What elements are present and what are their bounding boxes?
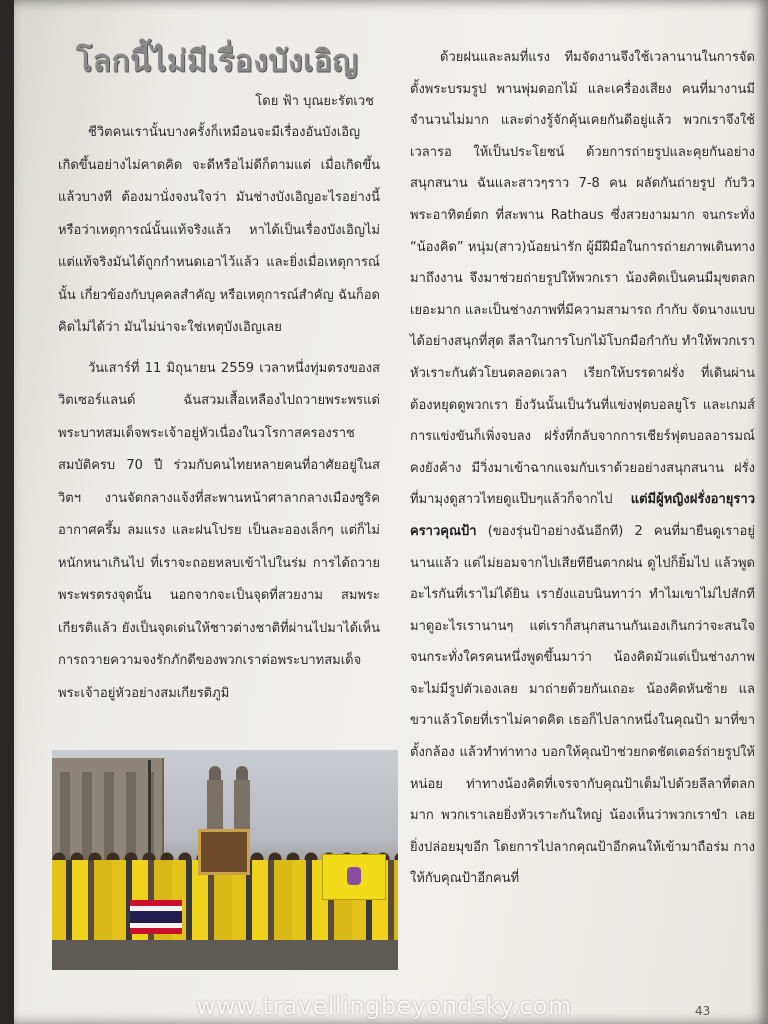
article-byline: โดย ฟ้า บุณยะรัตเวช	[255, 94, 374, 109]
group-photo	[52, 750, 398, 970]
right-column	[410, 42, 755, 895]
bold-highlight: แต่มีผู้หญิงฝรั่งอายุราวคราวคุณป้า	[410, 492, 755, 539]
paragraph-photo-story	[410, 42, 755, 895]
page-number: 43	[695, 1004, 711, 1018]
photo-ground	[52, 940, 398, 970]
left-column	[58, 40, 380, 710]
article-title: โลกนี้ไม่มีเรื่องบังเอิญ	[76, 44, 359, 79]
paragraph-text: (ของรุ่นป้าอย่างฉันอีกที) 2 คนที่มายืนดูเราอยู่นานแล้ว แต่ไม่ยอมจากไปเสียทียืนตากฝน ดูไปก็ยิ้มไป แล้วพูดอะไรกันที่เราไม่ได้ยิน เรายังแอบนินทาว่า ทำไมเขาไม่ไปสักที มาดูอะไรเรานานๆ แต่เราก็สนุกสนานกันเองเกินกว่าจะสนใจ จนกระทั่งใครคนหนึ่งพูดขึ้นมาว่า น้องคิดมัวแต่เป็นช่างภาพ จะไม่มีรูปตัวเองเลย มาถ่ายด้วยกันเถอะ น้องคิดหันซ้าย แลขวาแล้วโดยที่เราไม่คาดคิด เธอก็ไปลากหนึ่งในคุณป้า มาที่ขาตั้งกล้อง แล้วทำท่าทาง บอกให้คุณป้าช่วยกดชัตเตอร์ถ่ายรูปให้หน่อย ท่าทางน้องคิดที่เจรจากับคุณป้าเต็มไปด้วยลีลาที่ตลกมาก พวกเราเลยยิ่งหัวเราะกันใหญ่ น้องเห็นว่าพวกเราขำ เลยยิ่งปล่อยมุขอีก โดยการไปลากคุณป้าอีกคนให้เข้ามาถือร่ม กางให้กับคุณป้าอีกคนที่	[410, 523, 755, 887]
photo-thai-flag	[130, 900, 182, 934]
paragraph-event: วันเสาร์ที่ 11 มิถุนายน 2559 เวลาหนึ่งทุ่มตรงของสวิตเซอร์แลนด์ ฉันสวมเสื้อเหลืองไปถวายพระพรแด่พระบาทสมเด็จพระเจ้าอยู่หัวเนื่องในวโรกาสครองราชสมบัติครบ 70 ปี ร่วมกับคนไทยหลายคนที่อาศัยอยู่ในสวิตฯ งานจัดกลางแจ้งที่สะพานหน้าศาลากลางเมืองซูริคอากาศครึ้ม ลมแรง และฝนโปรย เป็นละอองเล็กๆ แต่ก็ไม่หนักหนาเกินไป ที่เราจะถอยหลบเข้าไปในร่ม การได้ถวายพระพรตรงจุดนั้น นอกจากจะเป็นจุดที่สวยงาม สมพระเกียรติแล้ว ยังเป็นจุดเด่นให้ชาวต่างชาติที่ผ่านไปมาได้เห็นการถวายความจงรักภักดีของพวกเราต่อพระบาทสมเด็จพระเจ้าอยู่หัวอย่างสมเกียรติภูมิ	[58, 360, 380, 701]
watermark: www.travellingbeyondsky.com	[196, 992, 572, 1020]
paragraph-intro: ชีวิตคนเรานั้นบางครั้งก็เหมือนจะมีเรื่องอันบังเอิญเกิดขึ้นอย่างไม่คาดคิด จะดีหรือไม่ดีก็ตามแต่ เมื่อเกิดขึ้นแล้วบางที ต้องมานั่งจงนใจว่า มันช่างบังเอิญอะไรอย่างนี้ หรือว่าเหตุการณ์นั้นแท้จริงแล้ว หาได้เป็นเรื่องบังเอิญไม่ แต่แท้จริงมันได้ถูกกำหนดเอาไว้แล้ว และยิ่งเมื่อเหตุการณ์นั้น เกี่ยวข้องกับบุคคลสำคัญ หรือเหตุการณ์สำคัญ ฉันก็อดคิดไม่ได้ว่า มันไม่น่าจะใช่เหตุบังเอิญเลย	[58, 125, 380, 335]
photo-royal-portrait	[198, 829, 250, 875]
photo-yellow-royal-flag	[322, 854, 386, 900]
paragraph-text: ด้วยฝนและลมที่แรง ทีมจัดงานจึงใช้เวลานานในการจัดตั้งพระบรมรูป พานพุ่มดอกไม้ และเครื่องเสียง คนที่มางานมีจำนวนไม่มาก และต่างรู้จักคุ้นเคยกันดีอยู่แล้ว พวกเราจึงใช้เวลารอ ให้เป็นประโยชน์ ด้วยการถ่ายรูปและคุยกันอย่างสนุกสนาน ฉันและสาวๆราว 7-8 คน ผลัดกันถ่ายรูป กับวิวพระอาทิตย์ตก ที่สะพาน Rathaus ซึ่งสวยงามมาก จนกระทั่ง “น้องคิด” หนุ่ม(สาว)น้อยน่ารัก ผู้มีฝีมือในการถ่ายภาพเดินทางมาถึงงาน จึงมาช่วยถ่ายรูปให้พวกเรา น้องคิดเป็นคนมีมุขตลกเยอะมาก และเป็นช่างภาพที่มีความสามารถ กำกับ จัดนางแบบได้อย่างสนุกที่สุด ลีลาในการโบกไม้โบกมือกำกับ ทำให้พวกเราหัวเราะกันตัวโยนตลอดเวลา เรียกให้บรรดาฝรั่ง ที่เดินผ่าน ต้องหยุดดูพวกเรา ยิ่งวันนั้นเป็นวันที่แข่งฟุตบอลยูโร และเกมส์การแข่งขันก็เพิ่งจบลง ฝรั่งที่กลับจากการเชียร์ฟุตบอลอารมณ์คงยังค้าง มีวิ่งมาเข้าฉากแจมกับเราด้วยอย่างสนุกสนาน ฝรั่งที่มามุงดูสาวไทยดูแป๊บๆแล้วก็จากไป	[410, 50, 755, 508]
